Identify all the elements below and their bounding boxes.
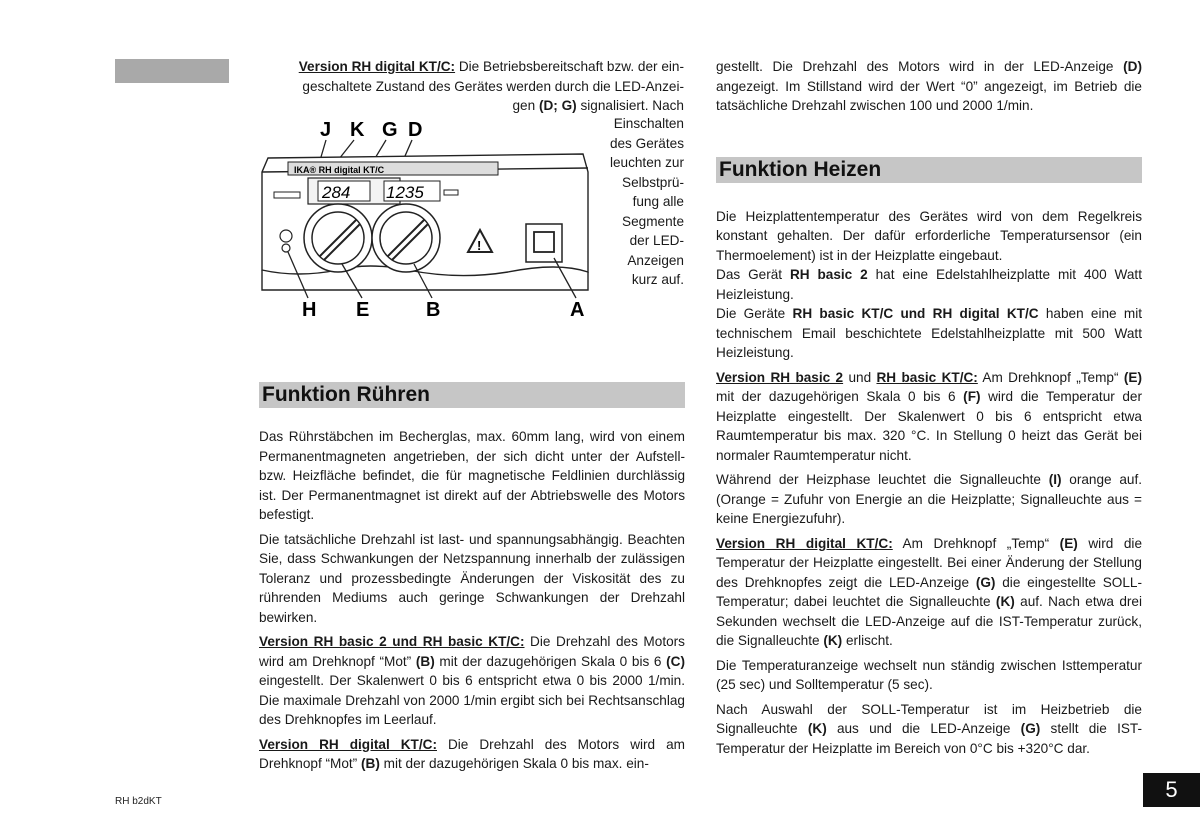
intro-line-1: Version RH digital KT/C: Die Betriebsbereitschaft bzw. der ein- bbox=[298, 59, 684, 74]
caption-line: Einschalten bbox=[613, 116, 684, 131]
label-d: D bbox=[408, 119, 423, 141]
heizen-paragraph-4: Version RH basic 2 und RH basic KT/C: Am Drehknopf „Temp“ (E) mit der dazugehörigen Skala 0 bis 6 (F) wird die Temperatur der Heizplatte eingestellt. Der Skalenwert 0 bis 6 entspricht etwa Raumtemperatur bis max. 320 °C. In Stellung 0 heizt das Gerät bei normaler Raumtemperatur nicht. bbox=[716, 369, 1143, 463]
caption-line: kurz auf. bbox=[631, 272, 684, 287]
right-column bbox=[716, 57, 1142, 763]
label-h: H bbox=[302, 299, 317, 321]
caption-line: leuchten zur bbox=[609, 155, 684, 170]
panel-brand: IKA® RH digital KT/C bbox=[294, 165, 385, 175]
heizen-paragraph-2: Das Gerät RH basic 2 hat eine Edelstahlheizplatte mit 400 Watt Heizleistung. bbox=[716, 267, 1142, 302]
heizen-paragraph-7: Die Temperaturanzeige wechselt nun ständig zwischen Isttemperatur (25 sec) und Solltemperatur (5 sec). bbox=[716, 657, 1142, 692]
heading-ruehren: Funktion Rühren bbox=[259, 382, 685, 408]
caption-line: der LED- bbox=[629, 233, 684, 248]
display-left: 284 bbox=[322, 183, 351, 202]
footer-model: RH b2dKT bbox=[115, 796, 162, 807]
intro-line-3: gen (D; G) signalisiert. Nach bbox=[512, 98, 684, 113]
warning-icon: ! bbox=[477, 238, 482, 253]
heading-heizen: Funktion Heizen bbox=[716, 157, 1142, 183]
figure-side-caption bbox=[595, 114, 684, 290]
intro-line-2: geschaltete Zustand des Gerätes werden durch die LED-Anzei- bbox=[302, 78, 684, 94]
caption-line: Anzeigen bbox=[627, 252, 684, 268]
intro-block bbox=[259, 57, 684, 116]
heizen-paragraph-8: Nach Auswahl der SOLL-Temperatur ist im Heizbetrieb die Signalleuchte (K) aus und die LED-Anzeige (G) stellt die IST-Temperatur der Heizplatte im Bereich von 0°C bis +320°C dar. bbox=[716, 701, 1142, 756]
caption-line: Segmente bbox=[622, 213, 684, 229]
label-a: A bbox=[570, 299, 585, 321]
label-b: B bbox=[426, 299, 441, 321]
device-figure bbox=[258, 112, 593, 324]
label-k: K bbox=[350, 119, 365, 141]
page-number: 5 bbox=[1143, 773, 1200, 807]
heizen-paragraph-6: Version RH digital KT/C: Am Drehknopf „Temp“ (E) wird die Temperatur der Heizplatte eingestellt. Bei einer Änderung der Stellung des Drehknopfes zeigt die LED-Anzeige (G) die eingestellte SOLL-Temperatur; dabei leuchtet die Signalleuchte (K) auf. Nach etwa drei Sekunden wechselt die LED-Anzeige auf die IST-Temperatur zurück, die Signalleuchte (K) erlischt. bbox=[716, 535, 1143, 648]
left-column bbox=[259, 382, 685, 779]
ruehren-paragraph-4: Version RH digital KT/C: Die Drehzahl des Motors wird am Drehknopf “Mot” (B) mit der dazugehörigen Skala 0 bis max. ein- bbox=[259, 736, 685, 771]
caption-line: fung alle bbox=[632, 194, 684, 209]
heizen-paragraph-1: Die Heizplattentemperatur des Gerätes wird von dem Regelkreis konstant gehalten. Der dafür erforderliche Temperatursensor (ein Thermoelement) ist in der Heizplatte eingebaut. bbox=[716, 208, 1142, 263]
margin-marker-bar bbox=[115, 59, 229, 83]
ruehren-paragraph-2: Die tatsächliche Drehzahl ist last- und spannungsabhängig. Beachten Sie, dass Schwankungen der Netzspannung innerhalb der zulässigen Toleranz und prozessbedingte Änderungen der Viskosität des zu rührenden Mediums auch geringe Schwankungen der Drehzahl bewirken. bbox=[259, 531, 685, 625]
ruehren-paragraph-1: Das Rührstäbchen im Becherglas, max. 60mm lang, wird von einem Permanentmagneten angetrieben, der sich dicht unter der Aufstell- bzw. Heizfläche befindet, die für magnetische Feldlinien durchlässig ist. Der Permanentmagnet ist direkt auf der Abtriebswelle des Motors befestigt. bbox=[259, 429, 685, 522]
caption-line: des Gerätes bbox=[609, 135, 684, 151]
caption-line: Selbstprü- bbox=[622, 174, 684, 190]
label-j: J bbox=[320, 119, 332, 141]
label-e: E bbox=[356, 299, 370, 321]
heizen-paragraph-3: Die Geräte RH basic KT/C und RH digital KT/C haben eine mit technischem Email beschichtete Edelstahlheizplatte mit 500 Watt Heizleistung. bbox=[716, 306, 1143, 360]
label-g: G bbox=[382, 119, 398, 141]
display-right: 1235 bbox=[386, 183, 424, 202]
ruehren-paragraph-3: Version RH basic 2 und RH basic KT/C: Die Drehzahl des Motors wird am Drehknopf “Mot” (B) mit der dazugehörigen Skala 0 bis 6 (C) eingestellt. Der Skalenwert 0 bis 6 entspricht etwa 0 bis 2000 1/min. Die maximale Drehzahl von 2000 1/min ergibt sich bei Rechtsanschlag des Drehknopfes im Leerlauf. bbox=[259, 634, 685, 727]
heizen-paragraph-5: Während der Heizphase leuchtet die Signalleuchte (I) orange auf. (Orange = Zufuhr von Energie an die Heizplatte; Signalleuchte aus = keine Energiezufuhr). bbox=[716, 472, 1142, 526]
intro-lead: Version RH digital KT/C: bbox=[298, 59, 456, 74]
right-continuation: gestellt. Die Drehzahl des Motors wird in der LED-Anzeige (D) angezeigt. Im Stillstand wird der Wert “0” angezeigt, im Betrieb die tatsächliche Drehzahl zwischen 100 und 2000 1/min. bbox=[716, 59, 1142, 113]
